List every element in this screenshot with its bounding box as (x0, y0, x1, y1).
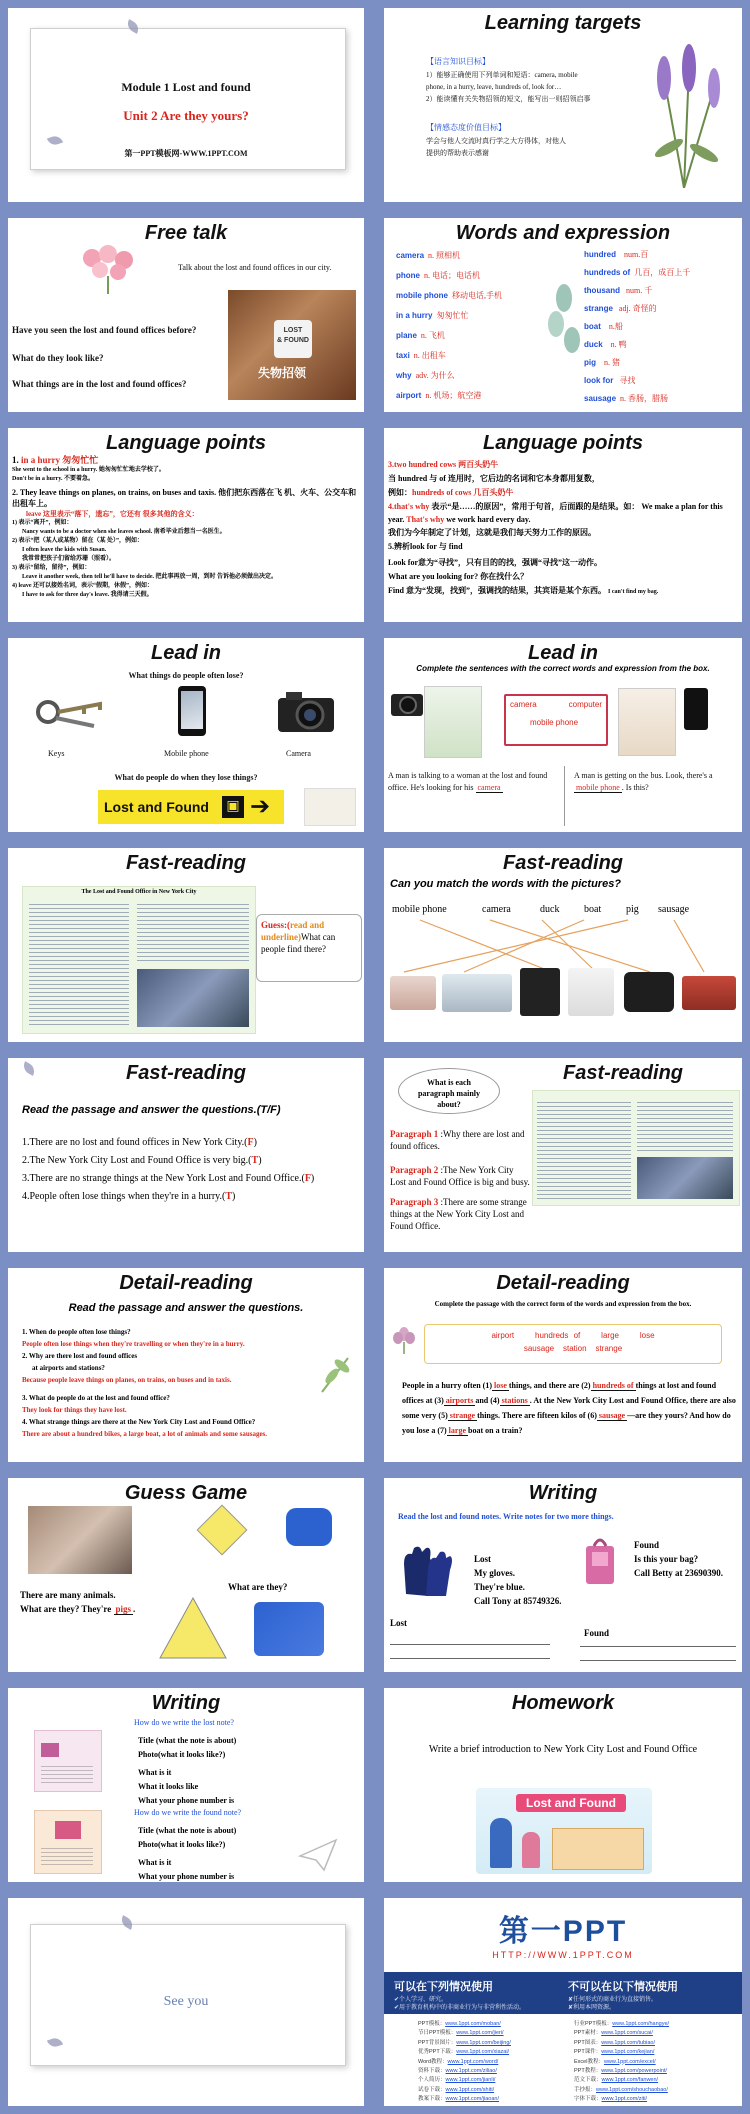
slide-title-text: Detail-reading (119, 1272, 253, 1294)
slide-title-text: Fast-reading (125, 1062, 247, 1084)
usage-text: ✘利用本网资源。 (568, 2005, 616, 2011)
note-structure: Title (what the note is about) Photo(what it looks like?) What is it What your phone number is (138, 1826, 237, 1881)
slide-lead-in-1 (8, 638, 364, 832)
target-text: 学会与他人交流时真行学之大方得体，对他人 (426, 137, 566, 145)
slide-title-text: Guess Game (124, 1482, 248, 1504)
word-row: hundreds of 几百，成百上千 (584, 268, 691, 277)
lost-found-banner: Lost and Found ▣ ➔ (98, 790, 284, 824)
lost-found-illustration: Lost and Found (476, 1788, 652, 1874)
word-list-right (584, 246, 740, 408)
slide-writing-2 (8, 1688, 364, 1882)
cartoon-illustration (304, 788, 356, 826)
link[interactable]: www.1ppt.com/word/ (447, 2058, 499, 2065)
point-text: 例如：hundreds of cows 几百头奶牛 (388, 488, 514, 497)
word-row: plane n. 飞机 (396, 331, 445, 340)
animals-photo (28, 1506, 132, 1574)
point-text: 我常常把孩子们留给苏珊（照看）。 (22, 556, 116, 562)
word-bank: airport hundreds of large lose sausage station strange (424, 1324, 722, 1364)
keys-icon (34, 690, 104, 734)
point-text: 4) leave 还可以接姓名词，表示“假期，休假”，例如： (12, 583, 153, 589)
instructions: Complete the passage with the correct form of the words and expression from the box. (434, 1300, 692, 1308)
point-text: 我们为今年制定了计划，这就是我们每天努力工作的原因。 (388, 528, 596, 537)
link[interactable]: www.1ppt.com/shouchaobao/ (596, 2086, 668, 2093)
duck-picture (568, 968, 614, 1016)
link[interactable]: www.1ppt.com/fanwen/ (601, 2077, 659, 2084)
guess-bubble: Guess:(read and underline)What can people find there? (256, 914, 362, 982)
link[interactable]: www.1ppt.com/jiaoan/ (445, 2096, 500, 2103)
bag-icon (580, 1532, 620, 1588)
target-text: 1）能够正确使用下列单词和短语：camera, mobile (426, 71, 578, 79)
writing-line (390, 1658, 550, 1659)
matching-lines (384, 918, 742, 978)
link[interactable]: www.1ppt.com/moban/ (445, 2021, 501, 2027)
word: duck (540, 904, 560, 915)
slide-credits (384, 1898, 742, 2106)
lost-note-sample (34, 1730, 102, 1792)
answer: There are about a hundred bikes, a large boat, a lot of animals and some sausages. (22, 1430, 268, 1438)
slide-detail-reading-1 (8, 1268, 364, 1462)
target-heading: 【语言知识目标】 (426, 57, 490, 66)
word: camera (482, 904, 511, 915)
question: Read the passage and answer the questions.(T/F) (22, 1104, 281, 1116)
note-structure: Title (what the note is about) Photo(what it looks like?) What is it What it looks like What your phone number is (138, 1736, 237, 1805)
question: 3. What do people do at the lost and found office? (22, 1394, 170, 1402)
link[interactable]: www.1ppt.com/jianli/ (445, 2077, 496, 2084)
question: What things are in the lost and found offices? (12, 379, 187, 389)
see-you-text: See you (163, 1994, 209, 2009)
link[interactable]: www.1ppt.com/ziti/ (601, 2096, 648, 2103)
word-row: taxi n. 出租车 (396, 351, 446, 360)
usage-heading: 不可以在以下情况使用 (568, 1981, 678, 1993)
question: What things do people often lose? (128, 671, 244, 680)
tf-item: 2.The New York City Lost and Found Office is very big.(T) (22, 1155, 262, 1166)
slide-title-text: Fast-reading (562, 1062, 684, 1084)
sausage-picture (682, 976, 736, 1010)
tf-item: 3.There are no strange things at the New York Lost and Found Office.(F) (22, 1173, 315, 1184)
slide-writing-1 (384, 1478, 742, 1672)
plant-illustration (544, 278, 584, 358)
cloze-passage: People in a hurry often (1) lose things, and there are (2) hundreds of things at lost and found offices at (3) airports and (4) stations . At the New York City Lost and Found Office, there are also some very (5) strange things. There are fifteen kilos of (6) sausage —are they yours? And how do you lose a (7) large boat on a train? (402, 1381, 736, 1435)
link[interactable]: www.1ppt.com/tubiao/ (601, 2039, 656, 2046)
intro-text: Talk about the lost and found offices in our city. (178, 263, 332, 272)
point-text: 当 hundred 与 of 连用时，它后边的名词和它本身都用复数， (388, 474, 600, 483)
subheading: How do we write the found note? (134, 1808, 242, 1817)
link[interactable]: www.1ppt.com/hangye/ (612, 2021, 670, 2027)
link[interactable]: www.1ppt.com/excel/ (603, 2058, 656, 2065)
scene-image (424, 686, 482, 758)
point-text: 2) 表示“把（某人或某物）留在（某 处）”，例如： (12, 538, 143, 544)
slide-title-text: Writing (528, 1482, 598, 1504)
usage-text: ✔用于教育机构中的非商业行为与非营利性活动。 (394, 2005, 526, 2011)
instructions: Complete the sentences with the correct words and expression from the box. (416, 664, 710, 673)
lost-found-sign-photo (228, 290, 356, 400)
tf-item: 4.People often lose things when they're in a hurry.(T) (22, 1191, 236, 1202)
guess-text: What are they? They're pigs . (20, 1604, 136, 1614)
link[interactable]: www.1ppt.com/jieri/ (456, 2030, 504, 2037)
briefcase-icon: ▣ (222, 796, 244, 818)
passage-image: The Lost and Found Office in New York City (22, 886, 256, 1034)
found-note: Found Is this your bag? Call Betty at 23690390. (634, 1540, 723, 1578)
sentence-b: A man is getting on the bus. Look, there's a mobile phone . Is this? (574, 771, 713, 792)
scene-image (618, 688, 676, 756)
slide-lead-in-2 (384, 638, 742, 832)
target-text: 提供的帮助表示感谢 (426, 149, 489, 157)
point-text: What are you looking for? 你在找什么？ (388, 572, 529, 581)
passage-image (532, 1090, 740, 1206)
slide-language-points-1 (8, 428, 364, 622)
mobile-phone-icon (684, 688, 708, 730)
flowers-illustration (78, 244, 138, 294)
answer: Because people leave things on planes, on trains, on buses and in taxis. (22, 1376, 232, 1384)
lavender-illustration (634, 38, 734, 188)
logo: 第一PPT (498, 1915, 628, 1948)
question: 1. When do people often lose things? (22, 1328, 131, 1336)
credits-panel (384, 1972, 742, 2106)
question: at airports and stations? (32, 1364, 105, 1372)
camera-icon (276, 688, 336, 734)
target-text: 2）能读懂有关失物招领的短文，能写出一则招领启事 (426, 95, 591, 103)
slide-title-text: Language points (483, 432, 643, 454)
logo-url: HTTP://WWW.1PPT.COM (492, 1950, 634, 1960)
unit-title: Unit 2 Are they yours? (123, 108, 249, 123)
paper-plane-icon (298, 1838, 338, 1872)
item-label: Camera (286, 749, 311, 758)
slide-title-text: Homework (511, 1692, 615, 1714)
writing-line (580, 1660, 736, 1661)
pig-picture (390, 976, 436, 1010)
tf-item: 1.There are no lost and found offices in New York City.(F) (22, 1137, 257, 1148)
slide-title-text: Writing (151, 1692, 221, 1714)
word: pig (626, 904, 639, 915)
usage-text: ✔个人学习、研究。 (394, 1997, 448, 2003)
word-row: duck n. 鸭 (584, 340, 627, 349)
blue-shape (286, 1508, 332, 1546)
link[interactable]: www.1ppt.com/ziliao/ (445, 2068, 497, 2075)
paragraph-summary: Paragraph 2 :The New York City Lost and Found Office is big and busy. (390, 1165, 530, 1187)
paragraph-summary: Paragraph 1 :Why there are lost and found offices. (390, 1129, 525, 1151)
camera-picture (624, 972, 674, 1012)
link[interactable]: www.1ppt.com/sucai/ (601, 2030, 653, 2037)
slide-fast-reading-2 (384, 848, 742, 1042)
answer: They look for things they have lost. (22, 1406, 127, 1414)
word-row: boat n.船 (584, 322, 623, 331)
point-text: I have to ask for three day's leave. 我得请三天假。 (22, 592, 153, 598)
word-row: mobile phone 移动电话,手机 (396, 291, 502, 300)
point-text: Leave it another week, then tell he'll have to decide. 把此事再放一周，到时 告诉他必须做出决定。 (22, 574, 278, 580)
slide-detail-reading-2 (384, 1268, 742, 1462)
camera-icon (390, 688, 424, 718)
point-heading: 1. in a hurry 匆匆忙忙 (12, 455, 99, 465)
writing-line (580, 1646, 736, 1647)
divider (564, 766, 565, 826)
target-heading: 【情感态度价值目标】 (426, 123, 506, 132)
slide-learning-targets (384, 8, 742, 202)
word: boat (584, 904, 602, 915)
word-row: camera n. 照相机 (396, 251, 461, 260)
slide-free-talk (8, 218, 364, 412)
slide-title-text: Free talk (144, 222, 228, 244)
blue-shape (254, 1602, 324, 1656)
arrow-right-icon: ➔ (250, 794, 271, 820)
point-text: Look for意为“寻找”，只有目的的找，强调“寻找”这一动作。 (388, 558, 602, 567)
slide-title-text: Language points (106, 432, 266, 454)
homework-text: Write a brief introduction to New York City Lost and Found Office (428, 1744, 698, 1755)
point-text: Find 意为“发现，找到”，强调找的结果，其宾语是某个东西。 I can't find my bag. (388, 586, 659, 595)
found-label: Found (584, 1628, 610, 1638)
usage-heading: 可以在下列情况使用 (394, 1981, 493, 1993)
point-text: 3) 表示“留给，留待”，例如： (12, 565, 91, 571)
point-heading: 3.two hundred cows 两百头奶牛 (388, 460, 499, 469)
word-box: camera computer mobile phone (504, 694, 608, 746)
mobile-phone-picture (520, 968, 560, 1016)
point-text: She went to the school in a hurry. 她匆匆忙忙地去学校了。 (12, 467, 165, 473)
slide-title-text: Learning targets (484, 12, 642, 34)
link[interactable]: www.1ppt.com/xiazai/ (456, 2049, 510, 2056)
slide-fast-reading-1 (8, 848, 364, 1042)
sign-plate: LOST & FOUND (274, 320, 312, 358)
link[interactable]: www.1ppt.com/kejian/ (601, 2049, 655, 2056)
word-row: pig n. 猪 (584, 358, 620, 367)
word-row: sausage n. 香肠，腊肠 (584, 394, 669, 403)
link[interactable]: www.1ppt.com/shiti/ (445, 2086, 495, 2093)
word-list-left (396, 246, 546, 406)
site-label: 第一PPT模板网-WWW.1PPT.COM (124, 149, 248, 158)
slide-title-text: Words and expression (455, 222, 671, 244)
target-text: phone, in a hurry, leave, hundreds of, look for… (426, 83, 562, 91)
boat-picture (442, 974, 512, 1012)
word: sausage (658, 904, 690, 915)
point-text: Don't be in a hurry. 不要着急。 (12, 476, 95, 482)
sentence-a: A man is talking to a woman at the lost and found office. He's looking for his camera (388, 771, 548, 792)
item-label: Keys (48, 749, 65, 758)
paragraph-summary: Paragraph 3 :There are some strange things at the New York City Lost and Found Office. (390, 1197, 527, 1231)
link-list-left: PPT模板：www.1ppt.com/moban/ 节日PPT模板：www.1ppt.com/jieri/ PPT背景图片：www.1ppt.com/beijing/ 优秀PPT下载：www.1ppt.com/xiazai/ Word教程：www.1ppt.com/word/ 资料下载：www.1ppt.com/ziliao/ 个人简历：www.1ppt.com/jianli/ 试卷下载：www.1ppt.com/shiti/ 教案下载：www.1ppt.com/jiaoan/ (418, 2021, 511, 2103)
point-heading: 5.辨析look for 与 find (388, 542, 463, 551)
point-text: I often leave the kids with Susan. (22, 547, 107, 553)
word-row: hundred num.百 (584, 250, 649, 259)
gloves-icon (400, 1544, 454, 1602)
logo-area (384, 1898, 742, 1972)
point-text: Nancy wants to be a doctor when she leaves school. 南希毕业后想当一名医生。 (22, 529, 226, 535)
lost-note: Lost My gloves. They're blue. Call Tony at 85749326. (474, 1554, 562, 1606)
word-row: strange adj. 奇怪的 (584, 304, 657, 313)
word-row: airport n. 机场；航空港 (396, 391, 482, 400)
word-row: thousand num. 千 (584, 286, 653, 295)
diamond-shape (197, 1505, 248, 1556)
question-bubble: What is each paragraph mainly about? (398, 1068, 500, 1114)
question: 4. What strange things are there at the New York City Lost and Found Office? (22, 1418, 256, 1426)
slide-title-text: Detail-reading (496, 1272, 630, 1294)
guess-text: What are they? (228, 1582, 288, 1592)
slide-see-you (8, 1898, 364, 2106)
word-row: in a hurry 匆匆忙忙 (396, 311, 469, 320)
usage-text: ✘任何形式的商业行为直接销售。 (568, 1997, 658, 2003)
slide-language-points-2 (384, 428, 742, 622)
point-text: 1) 表示“离开”，例如： (12, 520, 73, 526)
flower-icon (392, 1326, 416, 1354)
question: Can you match the words with the pictures? (390, 878, 622, 890)
point-text: 4.that's why 表示“是……的原因”，常用于句首，后面跟的是结果。如： We make a plan for this year. That's why we work hard every day. (388, 502, 723, 524)
slide-title-text: Fast-reading (502, 852, 624, 874)
word-row: why adv. 为什么 (396, 371, 455, 380)
word-row: look for 寻找 (584, 376, 636, 385)
slide-words-expression (384, 218, 742, 412)
word: mobile phone (392, 904, 447, 915)
triangle-shape (158, 1596, 228, 1660)
link[interactable]: www.1ppt.com/powerpoint/ (601, 2068, 667, 2075)
question: Read the passage and answer the questions. (68, 1302, 304, 1314)
guess-text: There are many animals. (20, 1590, 116, 1600)
sign-chinese: 失物招领 (258, 366, 307, 380)
slide-title-text: Fast-reading (125, 852, 247, 874)
slide-homework (384, 1688, 742, 1882)
point-heading: 2. They leave things on planes, on trains, on buses and taxis. 他们把东西落在飞 机、火车、公交车和出租车上。 (12, 488, 357, 508)
link-list-right: 行业PPT模板：www.1ppt.com/hangye/ PPT素材：www.1ppt.com/sucai/ PPT图表：www.1ppt.com/tubiao/ PPT课件：www.1ppt.com/kejian/ Excel教程：www.1ppt.com/excel/ PPT教程：www.1ppt.com/powerpoint/ 范文下载：www.1ppt.com/fanwen/ 手抄报：www.1ppt.com/shouchaobao/ 字体下载：www.1ppt.com/ziti/ (574, 2021, 670, 2103)
found-note-sample (34, 1810, 102, 1874)
question: What do people do when they lose things? (114, 773, 258, 782)
question: Have you seen the lost and found offices before? (12, 325, 197, 335)
mobile-phone-icon (178, 686, 206, 736)
slide-title-text: Lead in (527, 642, 598, 664)
instructions: Read the lost and found notes. Write notes for two more things. (398, 1512, 614, 1521)
subheading: How do we write the lost note? (134, 1718, 234, 1727)
slide-title-text: Lead in (150, 642, 221, 664)
slide-fast-reading-3 (8, 1058, 364, 1252)
item-label: Mobile phone (164, 749, 209, 758)
question: 2. Why are there lost and found offices (22, 1352, 138, 1360)
answer: People often lose things when they're travelling or when they're in a hurry. (22, 1340, 245, 1348)
word-row: phone n. 电话；电话机 (396, 271, 480, 280)
writing-line (390, 1644, 550, 1645)
point-text: leave 这里表示“落下，遗忘”，它还有 很多其他的含义： (26, 510, 199, 518)
slide-title (8, 8, 364, 202)
slide-fast-reading-4 (384, 1058, 742, 1252)
slide-guess-game (8, 1478, 364, 1672)
question: What do they look like? (12, 353, 104, 363)
lost-label: Lost (390, 1618, 408, 1628)
link[interactable]: www.1ppt.com/beijing/ (456, 2039, 511, 2046)
module-title: Module 1 Lost and found (121, 80, 251, 94)
